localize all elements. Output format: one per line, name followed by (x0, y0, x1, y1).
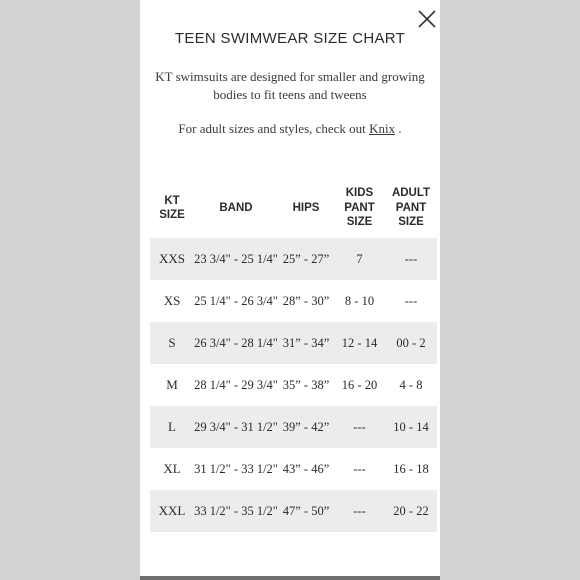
header-hips: HIPS (292, 201, 320, 214)
cell-kt-size: S (150, 322, 194, 364)
cell-adult-pant-size: --- (385, 280, 437, 322)
close-button[interactable] (416, 8, 438, 30)
cell-kids-pant-size: 12 - 14 (334, 322, 385, 364)
cell-hips: 31” - 34” (278, 322, 334, 364)
table-row (150, 238, 437, 280)
cell-band: 31 1/2" - 33 1/2" (194, 448, 278, 490)
header-adult-pant-size: ADULT PANT SIZE (391, 187, 431, 229)
cell-kids-pant-size: 8 - 10 (334, 280, 385, 322)
cell-kids-pant-size: --- (334, 490, 385, 532)
adult-note-suffix: . (395, 121, 402, 136)
cell-kt-size: XS (150, 280, 194, 322)
intro-text: KT swimsuits are designed for smaller and growing bodies to fit teens and tweens (155, 69, 425, 102)
cell-hips: 43” - 46” (278, 448, 334, 490)
backdrop-left[interactable] (0, 0, 140, 580)
table-row (150, 322, 437, 364)
cell-kt-size: L (150, 406, 194, 448)
cell-band: 23 3/4" - 25 1/4" (194, 238, 278, 280)
cell-adult-pant-size: 16 - 18 (385, 448, 437, 490)
table-row (150, 364, 437, 406)
table-header-row (150, 178, 437, 238)
cell-band: 33 1/2" - 35 1/2" (194, 490, 278, 532)
cell-adult-pant-size: --- (385, 238, 437, 280)
cell-band: 28 1/4" - 29 3/4" (194, 364, 278, 406)
cell-kids-pant-size: 7 (334, 238, 385, 280)
cell-kids-pant-size: --- (334, 448, 385, 490)
cell-adult-pant-size: 10 - 14 (385, 406, 437, 448)
cell-hips: 47” - 50” (278, 490, 334, 532)
header-kids-pant-size: KIDS PANT SIZE (344, 187, 375, 229)
knix-link[interactable]: Knix (369, 121, 396, 136)
table-row (150, 448, 437, 490)
cell-kt-size: XXS (150, 238, 194, 280)
table-row (150, 406, 437, 448)
cell-band: 26 3/4" - 28 1/4" (194, 322, 278, 364)
cell-kids-pant-size: 16 - 20 (334, 364, 385, 406)
cell-kt-size: XL (150, 448, 194, 490)
table-row (150, 490, 437, 532)
size-chart-table (150, 178, 437, 532)
cell-adult-pant-size: 20 - 22 (385, 490, 437, 532)
backdrop-right[interactable] (440, 0, 580, 580)
close-icon[interactable] (416, 8, 438, 30)
cell-kids-pant-size: --- (334, 406, 385, 448)
cell-kt-size: XXL (150, 490, 194, 532)
size-chart-modal (140, 0, 440, 576)
cell-hips: 28” - 30” (278, 280, 334, 322)
cell-band: 29 3/4" - 31 1/2" (194, 406, 278, 448)
cell-kt-size: M (150, 364, 194, 406)
adult-note (140, 121, 440, 137)
header-band: BAND (219, 201, 253, 214)
header-kt-size: KT SIZE (159, 194, 185, 221)
cell-hips: 39” - 42” (278, 406, 334, 448)
bottom-bar (140, 576, 440, 580)
cell-hips: 25” - 27” (278, 238, 334, 280)
cell-band: 25 1/4" - 26 3/4" (194, 280, 278, 322)
adult-note-prefix: For adult sizes and styles, check out (178, 121, 370, 136)
modal-title: TEEN SWIMWEAR SIZE CHART (174, 30, 406, 47)
cell-hips: 35” - 38” (278, 364, 334, 406)
cell-adult-pant-size: 4 - 8 (385, 364, 437, 406)
cell-adult-pant-size: 00 - 2 (385, 322, 437, 364)
table-row (150, 280, 437, 322)
